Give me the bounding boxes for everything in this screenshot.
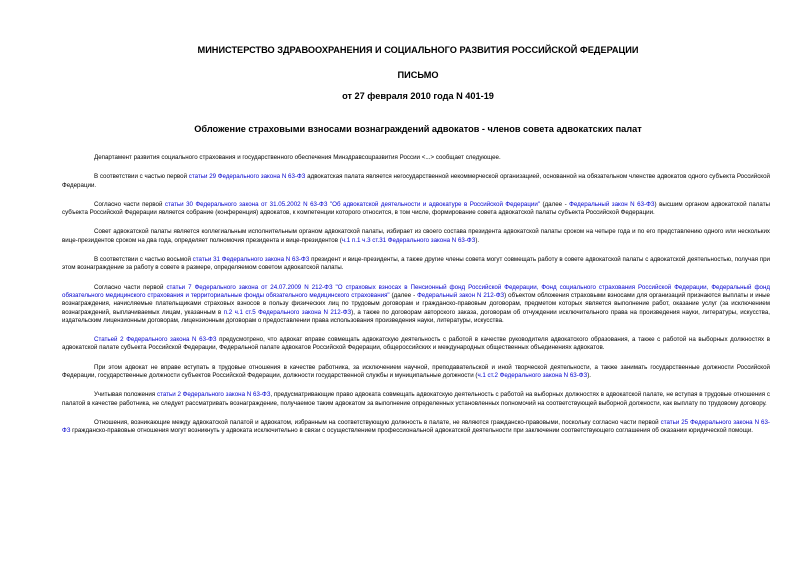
- paragraph-text: Учитывая положения: [94, 391, 157, 399]
- paragraph: [62, 201, 770, 218]
- paragraph: [62, 284, 770, 325]
- ministry-name: МИНИСТЕРСТВО ЗДРАВООХРАНЕНИЯ И СОЦИАЛЬНОГО РАЗВИТИЯ РОССИЙСКОЙ ФЕДЕРАЦИИ: [197, 45, 639, 55]
- paragraph: [62, 256, 770, 273]
- paragraph-text: ).: [587, 372, 592, 380]
- law-reference-link[interactable]: статьи 25 Федерального закона N 63-ФЗ: [62, 418, 770, 435]
- paragraph-text: (далее -: [540, 200, 570, 208]
- paragraph-text: ) объектом обложения страховыми взносами для организаций признаются выплаты и иные вознаграждения, начисляемые плательщиками страховых взносов в пользу физических лиц по трудовым договорам и гражданско-правовым договорам, предметом которых является выполнение работ, оказание услуг (за исключением вознаграждений, выплачиваемых лицам, указанным в: [62, 291, 771, 316]
- paragraph-text: , предусматривающие право адвоката совмещать адвокатскую деятельность с работой на выборных должностях в адвокатской палате, не вступая в трудовые отношения с палатой в качестве работника, не следует рассматривать вознаграждение, получаемое таким адвокатом за выполнение определенных установленных полномочий на соответствующей выборной должности, как выплату по трудовому договору.: [62, 391, 770, 407]
- law-reference-link[interactable]: статьи 2 Федерального закона N 63-ФЗ: [156, 391, 271, 399]
- paragraph: [62, 419, 770, 436]
- paragraph-text: президент и вице-президенты, а также другие члены совета могут совмещать работу в совете адвокатской палаты с адвокатской деятельностью, получая при этом вознаграждение за работу в совете в размере, определяемом советом адвокатской палаты.: [62, 256, 770, 272]
- paragraph: [62, 228, 770, 245]
- paragraph: [62, 391, 770, 408]
- paragraph-text: Департамент развития социального страхования и государственного обеспечения Минздравсоцразвития России <...> сообщает следующее.: [94, 154, 501, 161]
- paragraph-text: Согласно части первой: [94, 200, 165, 208]
- paragraph: [62, 154, 770, 162]
- document-type: ПИСЬМО: [397, 70, 439, 80]
- paragraph-text: В соответствии с частью первой: [94, 173, 189, 181]
- paragraph: [62, 173, 770, 190]
- paragraph-text: В соответствии с частью восьмой: [94, 256, 193, 264]
- law-reference-link[interactable]: ч.1 ст.2 Федерального закона N 63-ФЗ: [477, 372, 588, 380]
- law-reference-link[interactable]: статьи 31 Федерального закона N 63-ФЗ: [192, 256, 310, 264]
- paragraph: [62, 364, 770, 381]
- law-reference-link[interactable]: Федеральный закон N 63-ФЗ: [569, 200, 655, 208]
- law-reference-link[interactable]: п.2 ч.1 ст.5 Федерального закона N 212-ФЗ: [223, 308, 352, 316]
- paragraph: [62, 336, 770, 353]
- law-reference-link[interactable]: статьи 7 Федерального закона от 24.07.2009 N 212-ФЗ "О страховых взносах в Пенсионный фонд Российской Федерации, Фонд социального страхования Российской Федерации, Федеральный фонд обязательного медицинского страхования и территориальные фонды обязательного медицинского страхования": [62, 283, 771, 299]
- paragraph-text: ) высшим органом адвокатской палаты субъекта Российской Федерации является собрание (конференция) адвокатов, к компетенции которого относится, в том числе, формирование совета адвокатской палаты субъекта Российской Федерации.: [62, 200, 771, 217]
- paragraph-text: Совет адвокатской палаты является коллегиальным исполнительным органом адвокатской палаты, избирает из своего состава президента адвокатской палаты сроком на четыре года и по его представлению одного или нескольких вице-президентов сроком на два года, определяет полномочия президента и вице-президентов (: [62, 228, 770, 244]
- paragraph-text: Согласно части первой: [94, 283, 167, 291]
- paragraph-text: гражданско-правовые отношения могут возникнуть у адвоката исключительно в связи с осуществлением профессиональной адвокатской деятельности при заключении соответствующего соглашения об оказании юридической помощи.: [70, 427, 754, 435]
- document-title: Обложение страховыми взносами вознаграждений адвокатов - членов совета адвокатских палат: [194, 124, 642, 134]
- document-date-number: от 27 февраля 2010 года N 401-19: [342, 91, 494, 101]
- law-reference-link[interactable]: Федеральный закон N 212-ФЗ: [417, 291, 505, 299]
- law-reference-link[interactable]: ч.1 п.1 ч.3 ст.31 Федерального закона N 63-ФЗ: [341, 236, 476, 244]
- law-reference-link[interactable]: Статьей 2 Федерального закона N 63-ФЗ: [94, 336, 217, 344]
- paragraph-text: предусмотрено, что адвокат вправе совмещать адвокатскую деятельность с работой в качестве руководителя адвокатского образования, а также с работой на выборных должностях в адвокатской палате субъекта Российской Федерации, Федеральной палате адвокатов Российской Федерации, общероссийских и международных общественных объединениях адвокатов.: [62, 336, 770, 352]
- document-body: [62, 154, 770, 436]
- law-reference-link[interactable]: статьи 30 Федерального закона от 31.05.2002 N 63-ФЗ "Об адвокатской деятельности и адвокатуре в Российской Федерации": [164, 200, 541, 208]
- law-reference-link[interactable]: статьи 29 Федерального закона N 63-ФЗ: [188, 173, 306, 181]
- paragraph-text: При этом адвокат не вправе вступать в трудовые отношения в качестве работника, за исключением научной, преподавательской и иной творческой деятельности, а также занимать государственные должности Российской Федерации, государственные должности субъектов Российской Федерации, должности государственной службы и муниципальные должности (: [62, 363, 770, 380]
- paragraph-text: адвокатская палата является негосударственной некоммерческой организацией, основанной на обязательном членстве адвокатов одного субъекта Российской Федерации.: [62, 173, 770, 189]
- paragraph-text: ), а также по договорам авторского заказа, договорам об отчуждении исключительного права на произведения науки, литературы, искусства, издательским лицензионным договорам, лицензионным договорам о предоставлении права использования произведения науки, литературы, искусства.: [62, 308, 770, 324]
- paragraph-text: ).: [475, 236, 480, 244]
- paragraph-text: (далее -: [389, 291, 418, 299]
- paragraph-text: Отношения, возникающие между адвокатской палатой и адвокатом, избранным на соответствующую должность в палате, не являются гражданско-правовыми, поскольку согласно части первой: [94, 418, 661, 426]
